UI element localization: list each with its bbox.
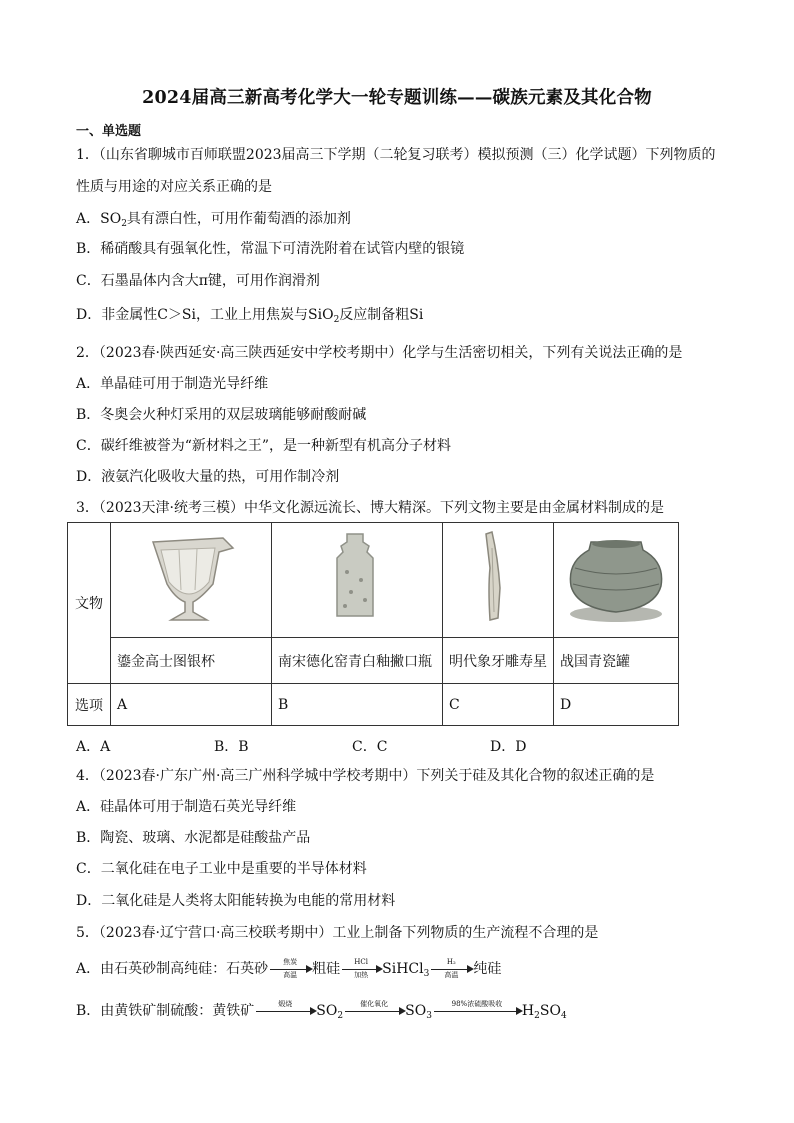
q5-option-b: B．由黄铁矿制硫酸：黄铁矿 煅烧 $SO_2$ 催化氧化 $SO_3$ 98%浓硫酸吸收 $H_2SO_4$ <box>76 999 567 1021</box>
reaction-arrow: 焦炭 高温 <box>270 969 310 970</box>
q3-stem: 3．（2023天津·统考三模）中华文化源远流长、博大精深。下列文物主要是由金属材料制成的是 <box>76 500 664 516</box>
relic-image-ivory-figure <box>443 523 554 638</box>
silver-cup-image <box>141 528 241 628</box>
relic-image-porcelain-bottle <box>272 523 443 638</box>
relic-name-a: 鎏金高士图银杯 <box>111 638 272 684</box>
q1-stem-line2: 性质与用途的对应关系正确的是 <box>76 179 272 195</box>
q2-option-d: D．液氨汽化吸收大量的热，可用作制冷剂 <box>76 469 340 485</box>
section-heading: 一、单选题 <box>76 124 142 139</box>
q3-choice-d: D．D <box>490 739 527 755</box>
relic-letter-c: C <box>443 684 554 726</box>
q1-option-a: A．$SO_2$具有漂白性，可用作葡萄酒的添加剂 <box>76 211 351 229</box>
q5-stem: 5．（2023春·辽宁营口·高三校联考期中）工业上制备下列物质的生产流程不合理的是 <box>76 925 599 941</box>
option-row-label: 选项 <box>68 684 111 726</box>
q2-option-a: A．单晶硅可用于制造光导纤维 <box>76 376 269 392</box>
reaction-arrow: HCl 加热 <box>342 969 380 970</box>
relic-image-silver-cup <box>111 523 272 638</box>
reaction-arrow: 煅烧 <box>256 1011 314 1012</box>
q1-option-b: B．稀硝酸具有强氧化性，常温下可清洗附着在试管内壁的银镜 <box>76 241 465 257</box>
relics-table <box>67 522 679 726</box>
q4-stem: 4．（2023春·广东广州·高三广州科学城中学校考期中）下列关于硅及其化合物的叙述正确的是 <box>76 768 655 784</box>
q1-option-c: C．石墨晶体内含大π键，可用作润滑剂 <box>76 273 320 289</box>
q4-option-b: B．陶瓷、玻璃、水泥都是硅酸盐产品 <box>76 830 311 846</box>
ivory-figure-image <box>468 528 528 628</box>
reaction-arrow: H₂ 高温 <box>431 969 471 970</box>
q4-option-a: A．硅晶体可用于制造石英光导纤维 <box>76 799 297 815</box>
q1-option-d: D．非金属性C＞Si，工业上用焦炭与SiO$_2$反应制备粗Si <box>76 307 424 325</box>
page-title: 2024届高三新高考化学大一轮专题训练——碳族元素及其化合物 <box>142 88 652 108</box>
porcelain-bottle-image <box>307 528 407 628</box>
q2-stem: 2．（2023春·陕西延安·高三陕西延安中学校考期中）化学与生活密切相关，下列有关说法正确的是 <box>76 345 683 361</box>
q4-option-c: C．二氧化硅在电子工业中是重要的半导体材料 <box>76 861 367 877</box>
q3-choice-b: B．B <box>214 739 249 755</box>
reaction-arrow: 催化氧化 <box>345 1011 403 1012</box>
reaction-arrow: 98%浓硫酸吸收 <box>434 1011 520 1012</box>
q3-choice-c: C．C <box>352 739 388 755</box>
relic-name-d: 战国青瓷罐 <box>554 638 679 684</box>
relic-letter-d: D <box>554 684 679 726</box>
q2-option-c: C．碳纤维被誉为“新材料之王”，是一种新型有机高分子材料 <box>76 438 452 454</box>
q1-stem-line1: 1．（山东省聊城市百师联盟2023届高三下学期（二轮复习联考）模拟预测（三）化学试题）下列物质的 <box>76 147 716 163</box>
q4-option-d: D．二氧化硅是人类将太阳能转换为电能的常用材料 <box>76 893 396 909</box>
relic-name-c: 明代象牙雕寿星 <box>443 638 554 684</box>
relic-name-b: 南宋德化窑青白釉撇口瓶 <box>272 638 443 684</box>
q3-choice-a: A．A <box>76 739 111 755</box>
relic-image-celadon-jar <box>554 523 679 638</box>
celadon-jar-image <box>561 528 671 628</box>
relic-letter-a: A <box>111 684 272 726</box>
relic-letter-b: B <box>272 684 443 726</box>
q2-option-b: B．冬奥会火种灯采用的双层玻璃能够耐酸耐碱 <box>76 407 367 423</box>
relic-row-label: 文物 <box>68 523 111 684</box>
q5-option-a: A．由石英砂制高纯硅：石英砂 焦炭 高温 粗硅 HCl 加热 SiHCl$_3$ H₂ 高温 纯硅 <box>76 957 502 979</box>
